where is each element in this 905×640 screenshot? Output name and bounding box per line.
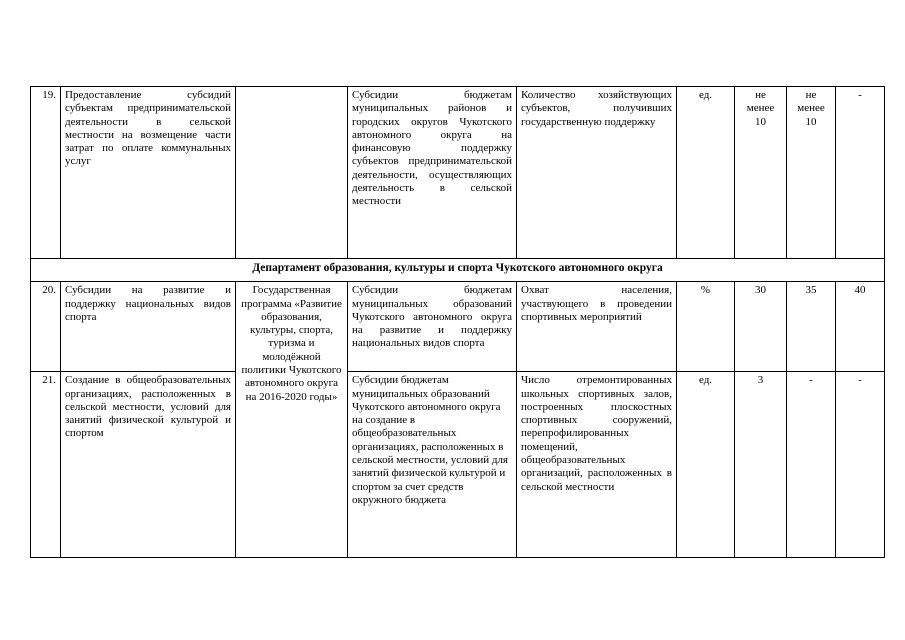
program-name: Государственная программа «Развитие образования, культуры, спорта, туризма и молодёжной политики Чукотского автономного округа на 2016-2020 годы» <box>236 282 348 558</box>
indicator-name: Охват населения, участвующего в проведении спортивных мероприятий <box>517 282 677 372</box>
measure-name: Предоставление субсидий субъектам предпринимательской деятельности в сельской местности на возмещение части затрат по оплате коммунальных услуг <box>61 87 236 259</box>
row-number: 20. <box>31 282 61 372</box>
program-table <box>30 86 885 558</box>
indicator-name: Количество хозяйствующих субъектов, получивших государственную поддержку <box>517 87 677 259</box>
event-description: Субсидии бюджетам муниципальных образований Чукотского автономного округа на создание в общеобразовательных организациях, расположенных в сельской местности, условий для занятий физической культурой и спортом за счет средств окружного бюджета <box>348 372 517 558</box>
year-3-value: 40 <box>836 282 885 372</box>
year-1-value: 3 <box>735 372 787 558</box>
year-1-value: не менее 10 <box>735 87 787 259</box>
department-heading: Департамент образования, культуры и спорта Чукотского автономного округа <box>31 259 885 282</box>
year-3-value: - <box>836 372 885 558</box>
event-description: Субсидии бюджетам муниципальных районов и городских округов Чукотского автономного округа на финансовую поддержку субъектов предпринимательской деятельности, осуществляющих деятельность в сельской местности <box>348 87 517 259</box>
year-2-value: не менее 10 <box>787 87 836 259</box>
unit-cell: ед. <box>677 87 735 259</box>
year-3-value: - <box>836 87 885 259</box>
unit-cell: ед. <box>677 372 735 558</box>
indicator-name: Число отремонтированных школьных спортивных залов, построенных плоскостных спортивных сооружений, перепрофилированных помещений, общеобразовательных организаций, расположенных в сельской местности <box>517 372 677 558</box>
year-1-value: 30 <box>735 282 787 372</box>
row-number: 21. <box>31 372 61 558</box>
event-description: Субсидии бюджетам муниципальных образований Чукотского автономного округа на развитие и поддержку национальных видов спорта <box>348 282 517 372</box>
year-2-value: - <box>787 372 836 558</box>
table-row-20 <box>31 282 885 372</box>
year-2-value: 35 <box>787 282 836 372</box>
measure-name: Создание в общеобразовательных организациях, расположенных в сельской местности, условий для занятий физической культурой и спортом <box>61 372 236 558</box>
measure-name: Субсидии на развитие и поддержку национальных видов спорта <box>61 282 236 372</box>
row-number: 19. <box>31 87 61 259</box>
program-name <box>236 87 348 259</box>
unit-cell: % <box>677 282 735 372</box>
table-row-19 <box>31 87 885 259</box>
department-row <box>31 259 885 282</box>
table-row-21 <box>31 372 885 558</box>
